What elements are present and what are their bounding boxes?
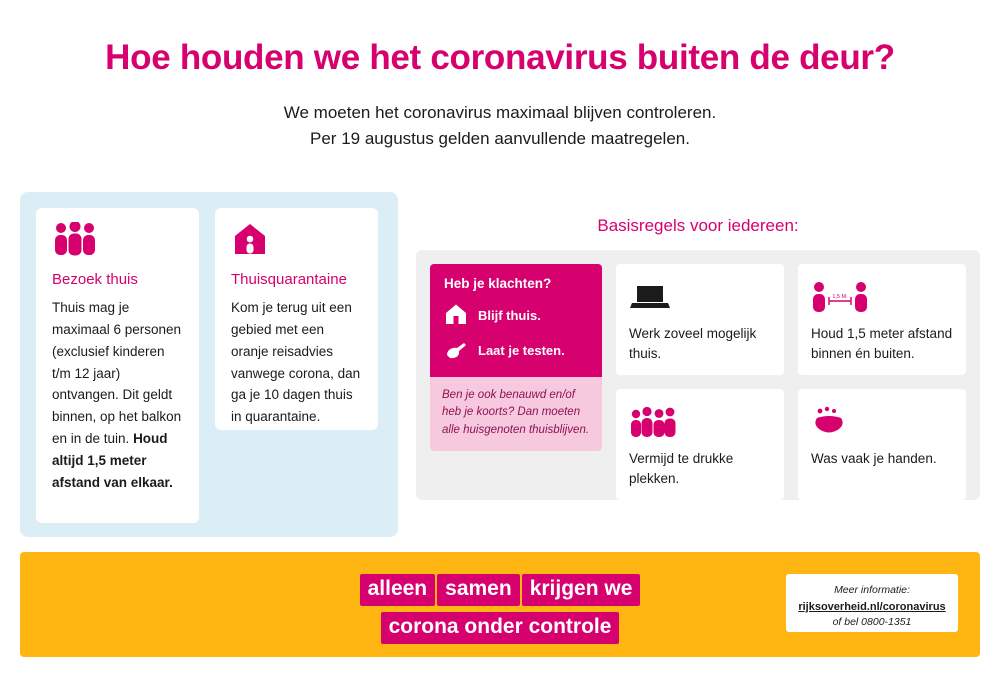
card-body-bold: Houd altijd 1,5 meter afstand van elkaar. xyxy=(52,431,173,490)
svg-text:1,5 M.: 1,5 M. xyxy=(832,294,848,300)
basisregels-title: Basisregels voor iedereen: xyxy=(597,216,799,235)
three-people-icon xyxy=(52,243,98,260)
tile-text: Vermijd te drukke plekken. xyxy=(629,451,734,486)
page-subtitle xyxy=(0,100,1000,153)
house-person-icon xyxy=(231,243,271,260)
klachten-row-blijf-thuis xyxy=(444,303,588,328)
website-link[interactable]: rijksoverheid.nl/coronavirus xyxy=(798,600,946,613)
tile-drukke-plekken xyxy=(616,389,784,500)
tile-text: Houd 1,5 meter afstand binnen én buiten. xyxy=(811,326,953,361)
more-info-label: Meer informatie: xyxy=(834,584,910,596)
card-heading: Bezoek thuis xyxy=(52,271,138,288)
page-title: Hoe houden we het coronavirus buiten de deur? xyxy=(105,38,895,77)
more-info-box xyxy=(786,574,958,632)
subtitle-line-2: Per 19 augustus gelden aanvullende maatregelen. xyxy=(310,129,690,149)
phone-number: of bel 0800-1351 xyxy=(832,616,912,629)
laptop-icon xyxy=(629,276,771,318)
footer-banner xyxy=(20,552,980,657)
card-heading: Thuisquarantaine xyxy=(231,271,347,288)
klachten-card xyxy=(430,264,602,486)
klachten-label: Blijf thuis. xyxy=(478,308,541,323)
slogan-word: krijgen we xyxy=(522,574,641,606)
klachten-label: Laat je testen. xyxy=(478,343,565,358)
distance-icon xyxy=(811,276,953,318)
card-body xyxy=(52,297,183,494)
tile-afstand xyxy=(798,264,966,375)
test-swab-icon xyxy=(444,338,468,363)
card-body: Kom je terug uit een gebied met een oranje reisadvies vanwege corona, dan ga je 10 dagen thuis in quarantaine. xyxy=(231,300,361,425)
klachten-heading: Heb je klachten? xyxy=(444,276,552,291)
tiles-grid xyxy=(616,264,966,486)
tile-werk-thuis xyxy=(616,264,784,375)
slogan-word: alleen xyxy=(360,574,436,606)
house-icon xyxy=(444,303,468,328)
card-thuisquarantaine xyxy=(215,208,378,430)
klachten-row-laat-je-testen xyxy=(444,338,588,363)
main-content xyxy=(20,192,980,537)
klachten-footnote: Ben je ook benauwd en/of heb je koorts? Dan moeten alle huisgenoten thuisblijven. xyxy=(430,377,602,451)
tile-text: Was vaak je handen. xyxy=(811,451,937,467)
basisregels-panel xyxy=(416,250,980,500)
klachten-top xyxy=(430,264,602,377)
card-body-text: Thuis mag je maximaal 6 personen (exclusief kinderen t/m 12 jaar) ontvangen. Dit geldt binnen, op het balkon en in de tuin. xyxy=(52,300,182,447)
subtitle-line-1: We moeten het coronavirus maximaal blijven controleren. xyxy=(283,103,717,122)
home-rules-panel xyxy=(20,192,398,537)
basic-rules-column xyxy=(416,192,980,537)
tile-handen-wassen xyxy=(798,389,966,500)
slogan-word: corona onder controle xyxy=(381,612,620,644)
washing-hands-icon xyxy=(811,401,953,443)
slogan-word: samen xyxy=(437,574,520,606)
tile-text: Werk zoveel mogelijk thuis. xyxy=(629,326,757,361)
card-bezoek-thuis xyxy=(36,208,199,523)
crowd-icon xyxy=(629,401,771,443)
